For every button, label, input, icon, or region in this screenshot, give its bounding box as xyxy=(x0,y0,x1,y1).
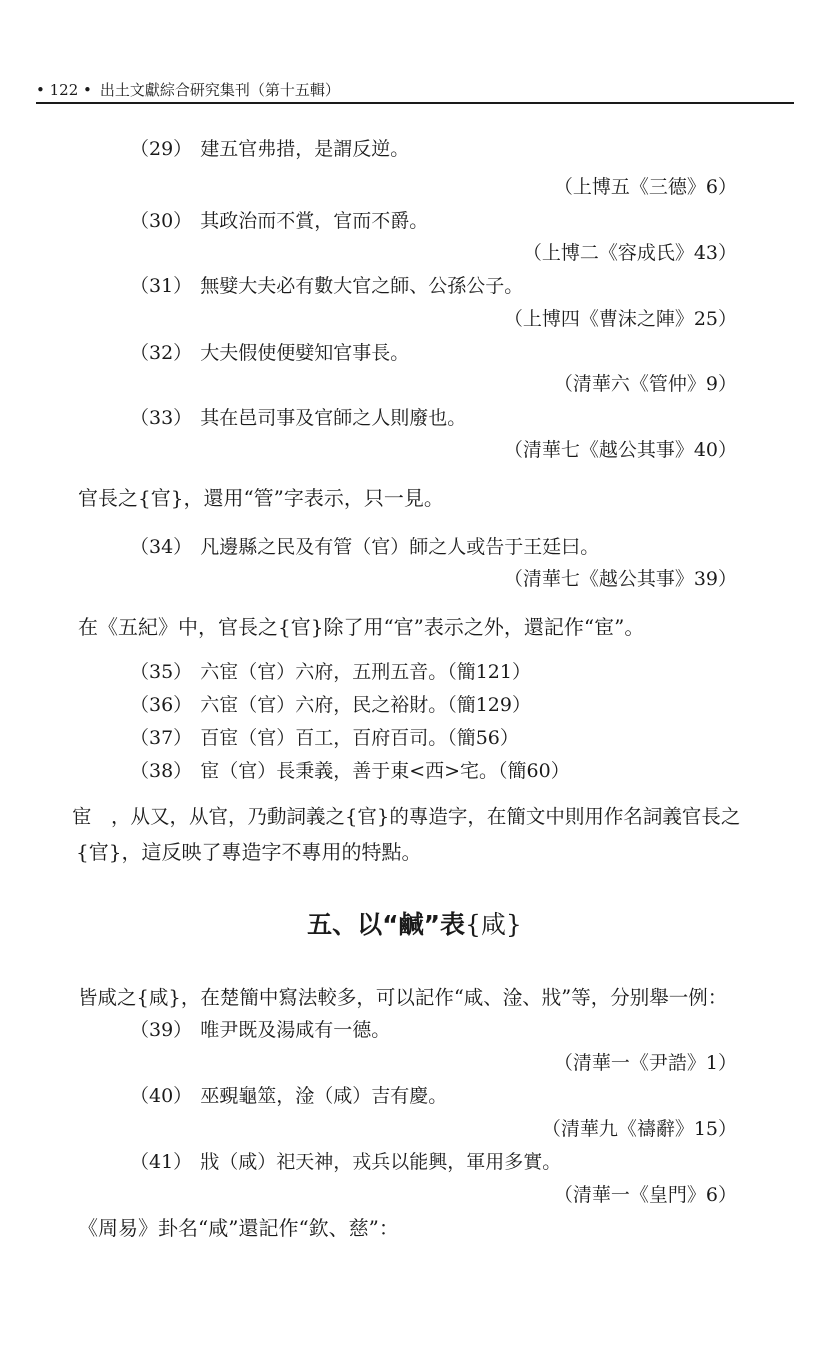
example-source: （清華七《越公其事》40） xyxy=(503,439,737,461)
example-source: （上博五《三德》6） xyxy=(553,176,737,198)
example-number: （37） xyxy=(130,727,193,749)
example-text: 六宦（官）六府，民之裕財。（簡129） xyxy=(200,694,531,716)
example-source: （清華七《越公其事》39） xyxy=(503,568,737,590)
example-number: （29） xyxy=(130,138,193,160)
example-31 xyxy=(130,273,523,299)
example-40 xyxy=(130,1083,447,1109)
example-number: （39） xyxy=(130,1019,193,1041)
example-37 xyxy=(130,725,519,751)
example-30 xyxy=(130,208,428,234)
example-number: （38） xyxy=(130,760,193,782)
example-number: （32） xyxy=(130,342,193,364)
example-number: （31） xyxy=(130,275,193,297)
example-34 xyxy=(130,534,599,560)
example-text: 其在邑司事及官師之人則廢也。 xyxy=(200,407,467,429)
book-title: 出土文獻綜合研究集刊（第十五輯） xyxy=(99,81,340,99)
example-text: 其政治而不賞，官而不爵。 xyxy=(200,210,429,232)
heading-brace: {咸} xyxy=(465,910,522,939)
example-source: （上博四《曹沫之陣》25） xyxy=(503,308,737,330)
example-text: 凡邊縣之民及有管（官）師之人或告于王廷曰。 xyxy=(200,536,600,558)
example-source: （清華一《尹誥》1） xyxy=(553,1052,737,1074)
example-text: 戕（咸）祀天神，戎兵以能興，軍用多實。 xyxy=(200,1151,562,1173)
page-number: • 122 • xyxy=(36,81,92,99)
example-39 xyxy=(130,1017,390,1043)
paragraph: 在《五紀》中，官長之{官}除了用“官”表示之外，還記作“宦”。 xyxy=(78,615,645,639)
example-number: （40） xyxy=(130,1085,193,1107)
example-36 xyxy=(130,692,531,718)
example-source: （清華六《管仲》9） xyxy=(553,373,737,395)
example-text: 建五官弗措，是謂反逆。 xyxy=(200,138,410,160)
example-text: 大夫假使便嬖知官事長。 xyxy=(200,342,410,364)
example-source: （清華一《皇門》6） xyxy=(553,1184,737,1206)
running-header xyxy=(36,78,794,104)
example-source: （清華九《禱辭》15） xyxy=(541,1118,737,1140)
paragraph: 官長之{官}，還用“管”字表示，只一見。 xyxy=(78,486,444,510)
example-text: 百宦（官）百工，百府百司。（簡56） xyxy=(200,727,519,749)
paragraph: 皆咸之{咸}，在楚簡中寫法較多，可以記作“咸、淦、戕”等，分别舉一例： xyxy=(78,986,728,1009)
example-number: （35） xyxy=(130,661,193,683)
example-text: 六宦（官）六府，五刑五音。（簡121） xyxy=(200,661,531,683)
example-text: 巫覡龜筮，淦（咸）吉有慶。 xyxy=(200,1085,448,1107)
paragraph: 《周易》卦名“咸”還記作“欽、慈”： xyxy=(78,1216,399,1240)
example-text: 無嬖大夫必有數大官之師、公孫公子。 xyxy=(200,275,524,297)
example-text: 唯尹既及湯咸有一德。 xyxy=(200,1019,391,1041)
paragraph: {官}，這反映了專造字不專用的特點。 xyxy=(76,840,422,864)
paragraph: 宦 ，从又，从官，乃動詞義之{官}的專造字，在簡文中則用作名詞義官長之 xyxy=(72,805,741,828)
example-32 xyxy=(130,340,409,366)
example-source: （上博二《容成氏》43） xyxy=(522,242,737,264)
example-41 xyxy=(130,1149,561,1175)
example-number: （41） xyxy=(130,1151,193,1173)
example-38 xyxy=(130,758,570,784)
heading-main: 五、以“鹹”表 xyxy=(307,910,466,939)
example-text: 宦（官）長秉義，善于東<西>宅。（簡60） xyxy=(200,760,570,782)
example-number: （33） xyxy=(130,407,193,429)
example-29 xyxy=(130,136,409,162)
example-number: （34） xyxy=(130,536,193,558)
section-heading xyxy=(0,908,829,942)
example-33 xyxy=(130,405,466,431)
example-35 xyxy=(130,659,531,685)
example-number: （30） xyxy=(130,210,193,232)
example-number: （36） xyxy=(130,694,193,716)
